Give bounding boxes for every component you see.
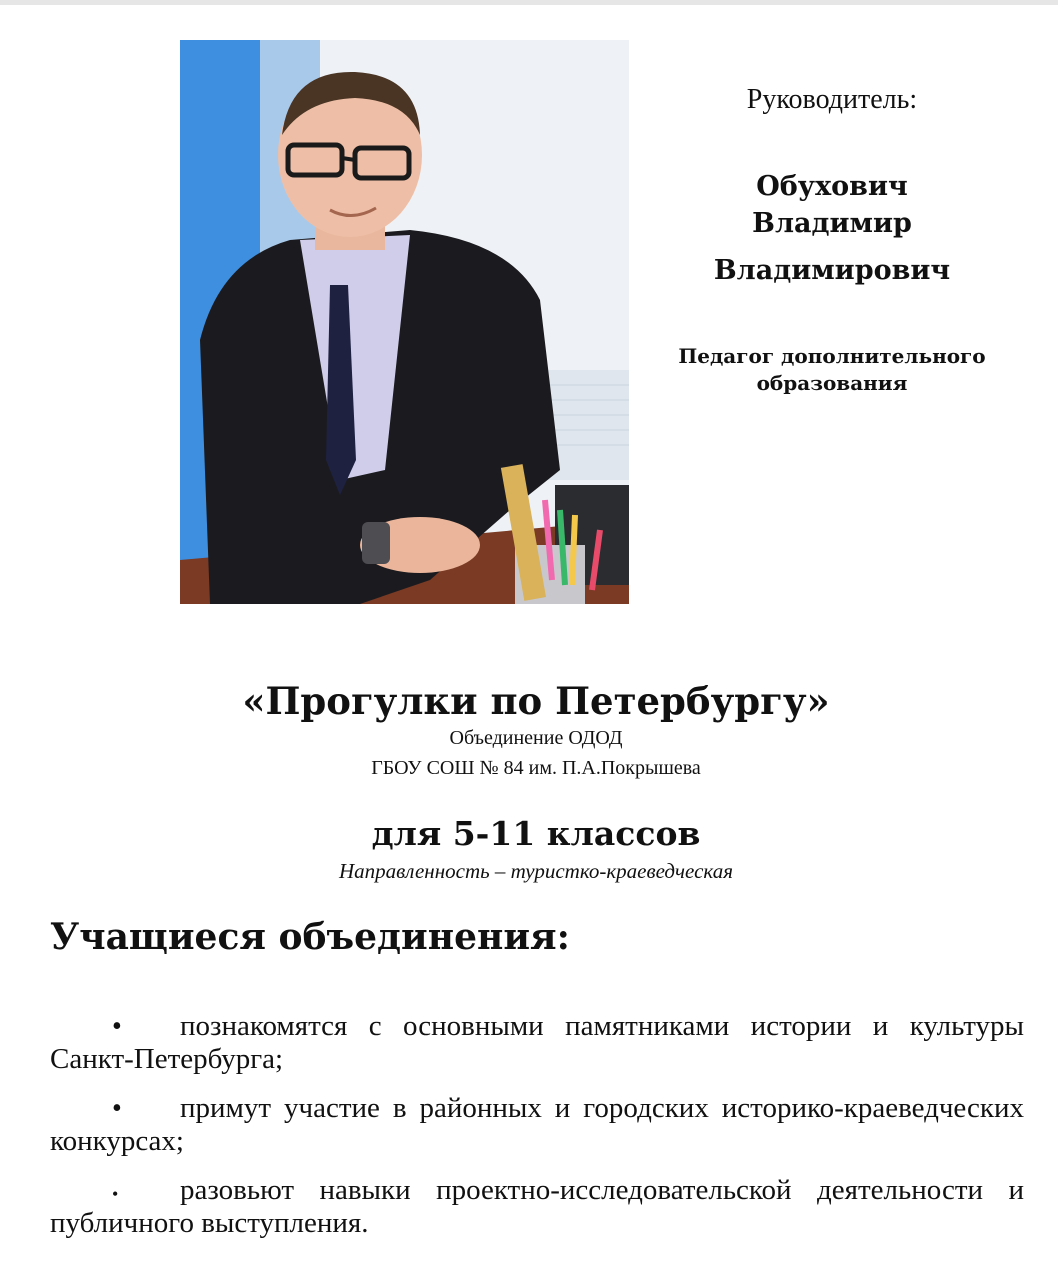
teacher-first-name: Владимир bbox=[752, 208, 912, 239]
bullet-icon: • bbox=[112, 1093, 122, 1124]
outcome-text-2: примут участие в районных и городских историко-краеведческих конкурсах; bbox=[50, 1092, 1024, 1157]
outcomes-list bbox=[50, 1010, 1024, 1256]
program-title: «Прогулки по Петербургу» bbox=[242, 679, 830, 723]
direction-label: Направленность – туристко-краеведческая bbox=[339, 859, 733, 883]
position-line-2: образования bbox=[756, 371, 908, 395]
teacher-surname: Обухович bbox=[756, 171, 908, 202]
bullet-icon: • bbox=[112, 1184, 119, 1204]
bullet-icon: • bbox=[112, 1011, 122, 1042]
outcome-text-3: разовьют навыки проектно-исследовательской деятельности и публичного выступления. bbox=[50, 1174, 1024, 1239]
list-item bbox=[50, 1010, 1024, 1076]
role-label: Руководитель: bbox=[746, 84, 918, 115]
outcome-text-1: познакомятся с основными памятниками истории и культуры Санкт-Петербурга; bbox=[50, 1010, 1024, 1075]
top-strip bbox=[0, 0, 1058, 5]
list-item bbox=[50, 1174, 1024, 1240]
list-item bbox=[50, 1092, 1024, 1158]
org-line-2: ГБОУ СОШ № 84 им. П.А.Покрышева bbox=[371, 757, 701, 779]
org-line-1: Объединение ОДОД bbox=[449, 727, 623, 749]
teacher-name bbox=[660, 168, 1004, 289]
teacher-portrait-photo bbox=[180, 40, 629, 604]
outcomes-heading: Учащиеся объединения: bbox=[50, 916, 570, 958]
teacher-patronymic: Владимирович bbox=[713, 255, 951, 286]
grades-label: для 5-11 классов bbox=[371, 814, 701, 853]
teacher-position bbox=[645, 343, 1019, 397]
position-line-1: Педагог дополнительного bbox=[678, 344, 986, 368]
